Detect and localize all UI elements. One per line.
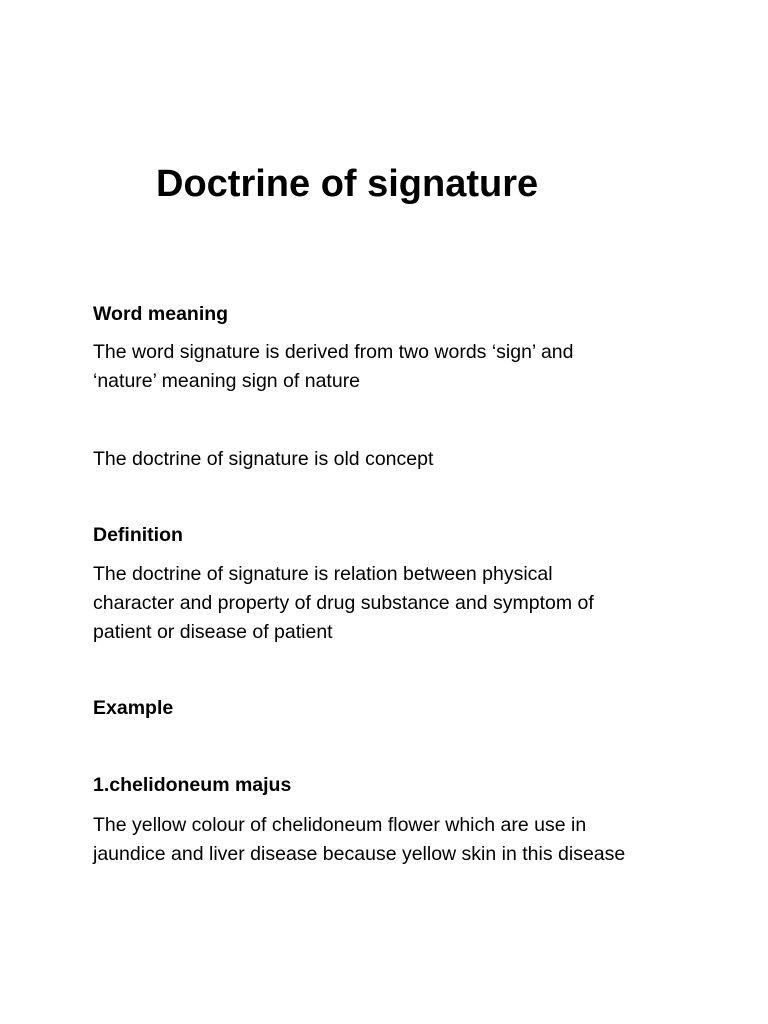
section-heading-example: Example [93,697,174,719]
paragraph-line: The doctrine of signature is old concept [93,448,434,470]
paragraph-line: patient or disease of patient [93,621,333,643]
paragraph-line: character and property of drug substance and symptom of [93,592,594,614]
paragraph-line: ‘nature’ meaning sign of nature [93,370,361,392]
paragraph-definition [93,560,713,647]
section-heading-word-meaning: Word meaning [93,303,229,325]
paragraph-line: The word signature is derived from two words ‘sign’ and [93,341,574,363]
paragraph-line: jaundice and liver disease because yellow skin in this disease [93,843,626,865]
section-heading-definition: Definition [93,524,183,546]
paragraph-word-meaning [93,338,713,396]
paragraph-line: The doctrine of signature is relation between physical [93,563,553,585]
section-heading-example-1: 1.chelidoneum majus [93,774,292,796]
paragraph-line: The yellow colour of chelidoneum flower which are use in [93,814,587,836]
paragraph-example-1 [93,811,713,869]
paragraph-old-concept [93,445,713,474]
page-title: Doctrine of signature [156,163,539,205]
